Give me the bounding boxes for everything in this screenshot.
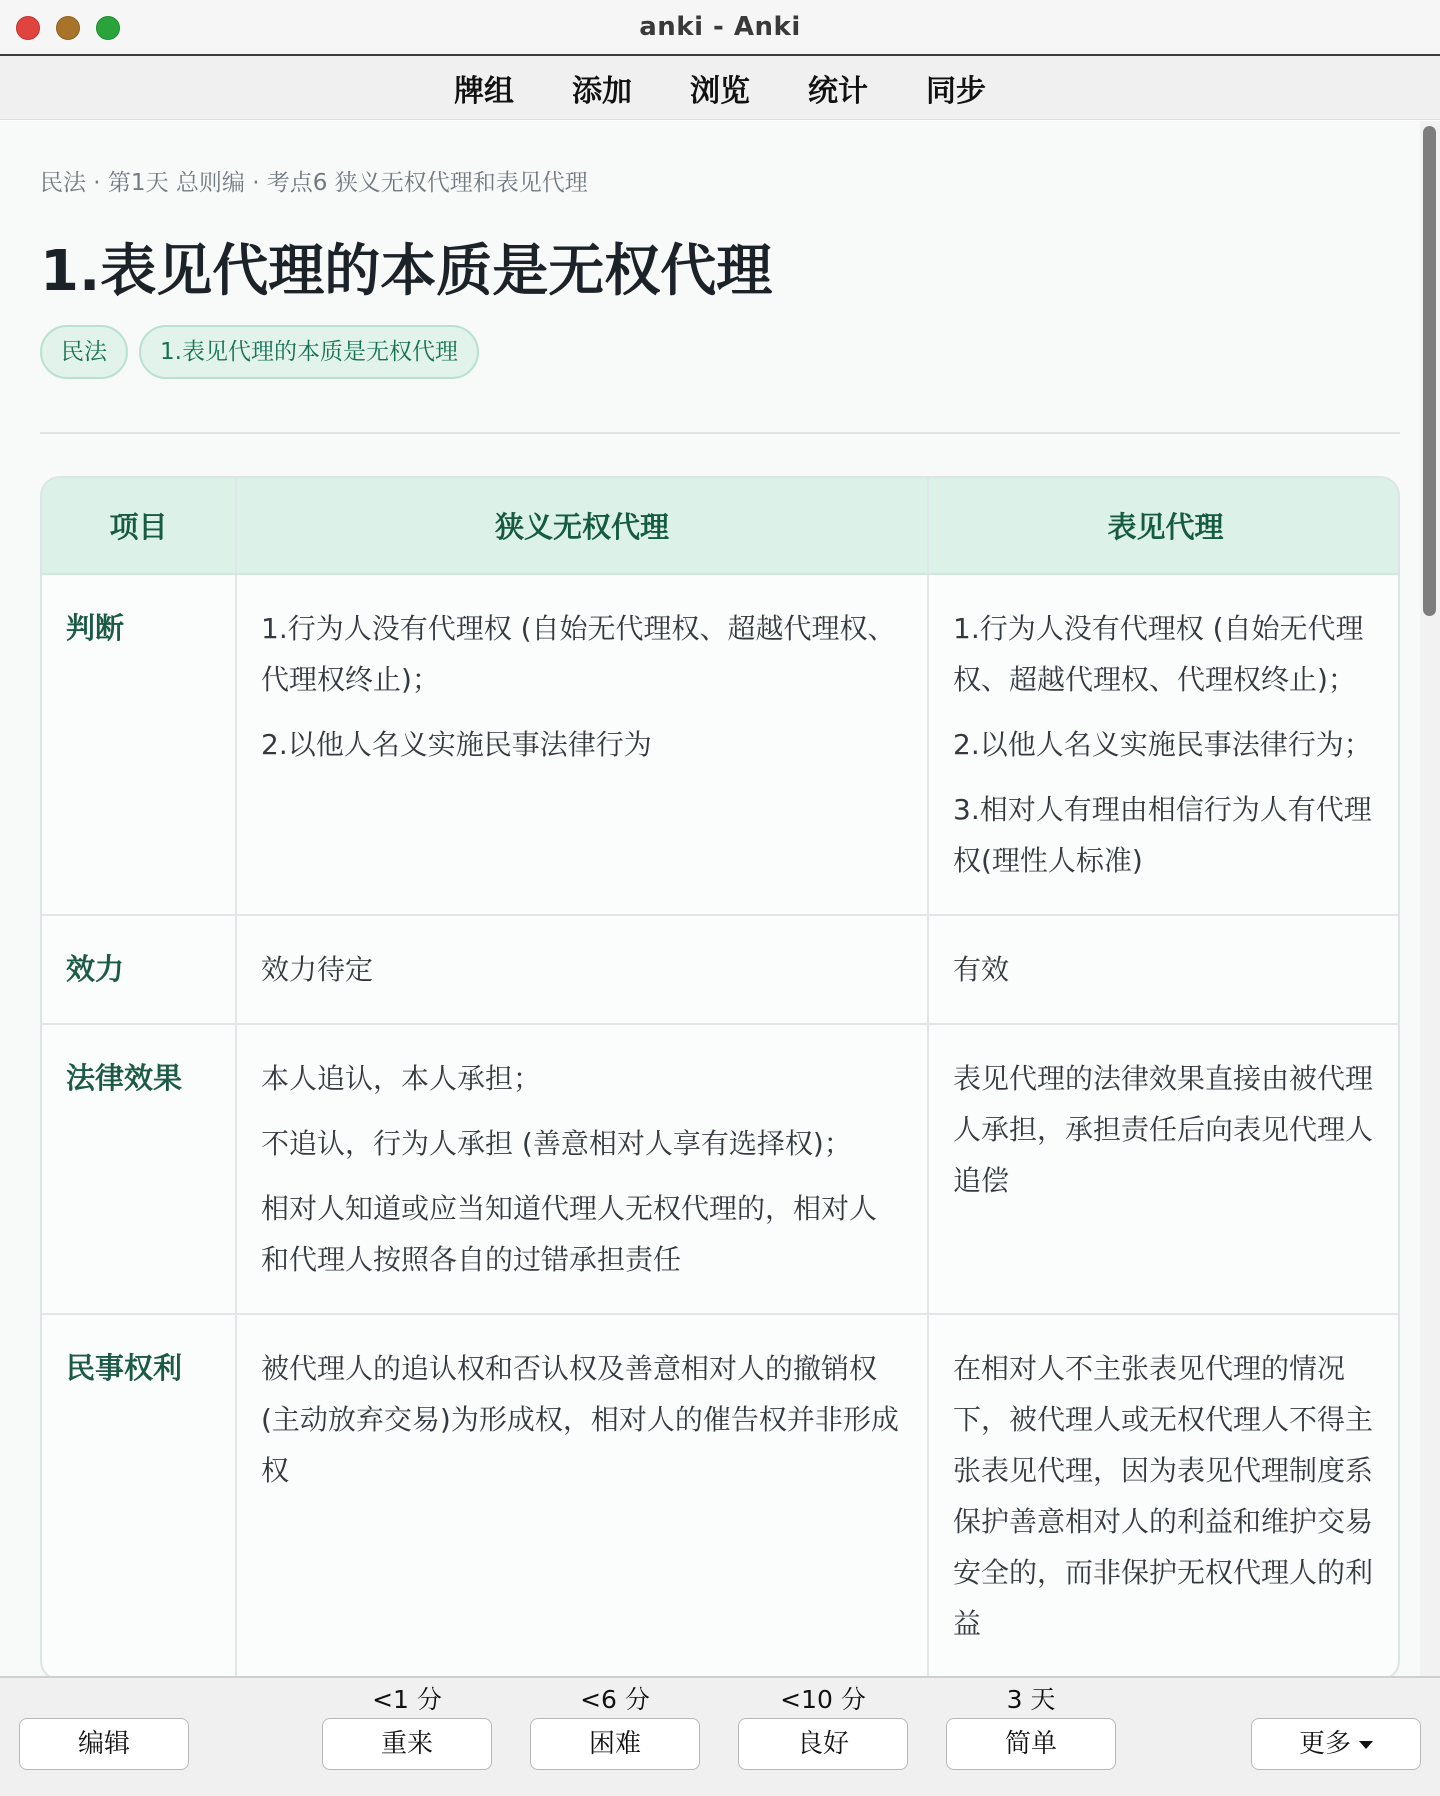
table-row xyxy=(42,574,1400,915)
good-button[interactable]: 良好 xyxy=(738,1718,908,1770)
cell-narrow xyxy=(236,574,928,915)
breadcrumb: 民法 · 第1天 总则编 · 考点6 狭义无权代理和表见代理 xyxy=(40,170,588,196)
main-toolbar xyxy=(0,56,1440,120)
cell-text: 1.行为人没有代理权 (自始无代理权、超越代理权、代理权终止)； xyxy=(261,612,896,696)
scrollbar-thumb[interactable] xyxy=(1423,126,1436,616)
cell-text: 不追认，行为人承担 (善意相对人享有选择权)； xyxy=(261,1127,852,1160)
hard-interval: <6 分 xyxy=(580,1685,650,1714)
window-title-bar xyxy=(0,0,1440,56)
column-header-apparent: 表见代理 xyxy=(928,478,1400,574)
row-label: 判断 xyxy=(42,574,236,915)
row-label: 效力 xyxy=(42,915,236,1024)
column-header-narrow: 狭义无权代理 xyxy=(236,478,928,574)
toolbar-stats[interactable]: 统计 xyxy=(808,73,868,109)
column-header-item: 项目 xyxy=(42,478,236,574)
cell-narrow xyxy=(236,1024,928,1314)
card-viewport xyxy=(0,121,1420,1676)
caret-down-icon xyxy=(1359,1741,1373,1749)
cell-text: 3.相对人有理由相信行为人有代理权(理性人标准) xyxy=(953,793,1372,877)
cell-text: 被代理人的追认权和否认权及善意相对人的撤销权 (主动放弃交易)为形成权，相对人的催告权并非形成权 xyxy=(261,1352,899,1487)
table-row xyxy=(42,1314,1400,1676)
hard-button[interactable]: 困难 xyxy=(530,1718,700,1770)
cell-apparent xyxy=(928,1024,1400,1314)
cell-apparent xyxy=(928,574,1400,915)
edit-button[interactable]: 编辑 xyxy=(19,1718,189,1770)
toolbar-decks[interactable]: 牌组 xyxy=(454,73,514,109)
table-header-row xyxy=(42,478,1400,574)
easy-button[interactable]: 简单 xyxy=(946,1718,1116,1770)
toolbar-sync[interactable]: 同步 xyxy=(926,73,986,109)
more-button-label: 更多 xyxy=(1298,1729,1351,1759)
row-label: 民事权利 xyxy=(42,1314,236,1676)
window-title: anki - Anki xyxy=(639,12,801,42)
cell-narrow xyxy=(236,915,928,1024)
tag-badge: 民法 xyxy=(40,325,128,379)
cell-text: 相对人知道或应当知道代理人无权代理的，相对人和代理人按照各自的过错承担责任 xyxy=(261,1192,878,1276)
row-label: 法律效果 xyxy=(42,1024,236,1314)
cell-text: 2.以他人名义实施民事法律行为 xyxy=(261,728,652,761)
cell-text: 1.行为人没有代理权 (自始无代理权、超越代理权、代理权终止)； xyxy=(953,612,1364,696)
easy-interval: 3 天 xyxy=(1006,1685,1056,1714)
more-button[interactable] xyxy=(1251,1718,1421,1770)
again-interval: <1 分 xyxy=(372,1685,442,1714)
divider xyxy=(40,432,1400,434)
cell-text: 有效 xyxy=(953,953,1010,986)
cell-text: 效力待定 xyxy=(261,953,374,986)
tag-list xyxy=(40,325,479,379)
cell-text: 表见代理的法律效果直接由被代理人承担，承担责任后向表见代理人追偿 xyxy=(953,1062,1374,1197)
comparison-table xyxy=(40,476,1400,1676)
table-row xyxy=(42,1024,1400,1314)
cell-text: 本人追认，本人承担； xyxy=(261,1062,542,1095)
toolbar-browse[interactable]: 浏览 xyxy=(690,73,750,109)
cell-apparent xyxy=(928,915,1400,1024)
cell-apparent xyxy=(928,1314,1400,1676)
cell-narrow xyxy=(236,1314,928,1676)
card-title: 1.表见代理的本质是无权代理 xyxy=(40,239,773,304)
answer-bar xyxy=(0,1676,1440,1796)
toolbar-add[interactable]: 添加 xyxy=(572,73,632,109)
table-row xyxy=(42,915,1400,1024)
tag-badge: 1.表见代理的本质是无权代理 xyxy=(139,325,479,379)
cell-text: 2.以他人名义实施民事法律行为； xyxy=(953,728,1372,761)
good-interval: <10 分 xyxy=(780,1685,866,1714)
cell-text: 在相对人不主张表见代理的情况下，被代理人或无权代理人不得主张表见代理，因为表见代理制度系保护善意相对人的利益和维护交易安全的，而非保护无权代理人的利益 xyxy=(953,1352,1374,1640)
again-button[interactable]: 重来 xyxy=(322,1718,492,1770)
